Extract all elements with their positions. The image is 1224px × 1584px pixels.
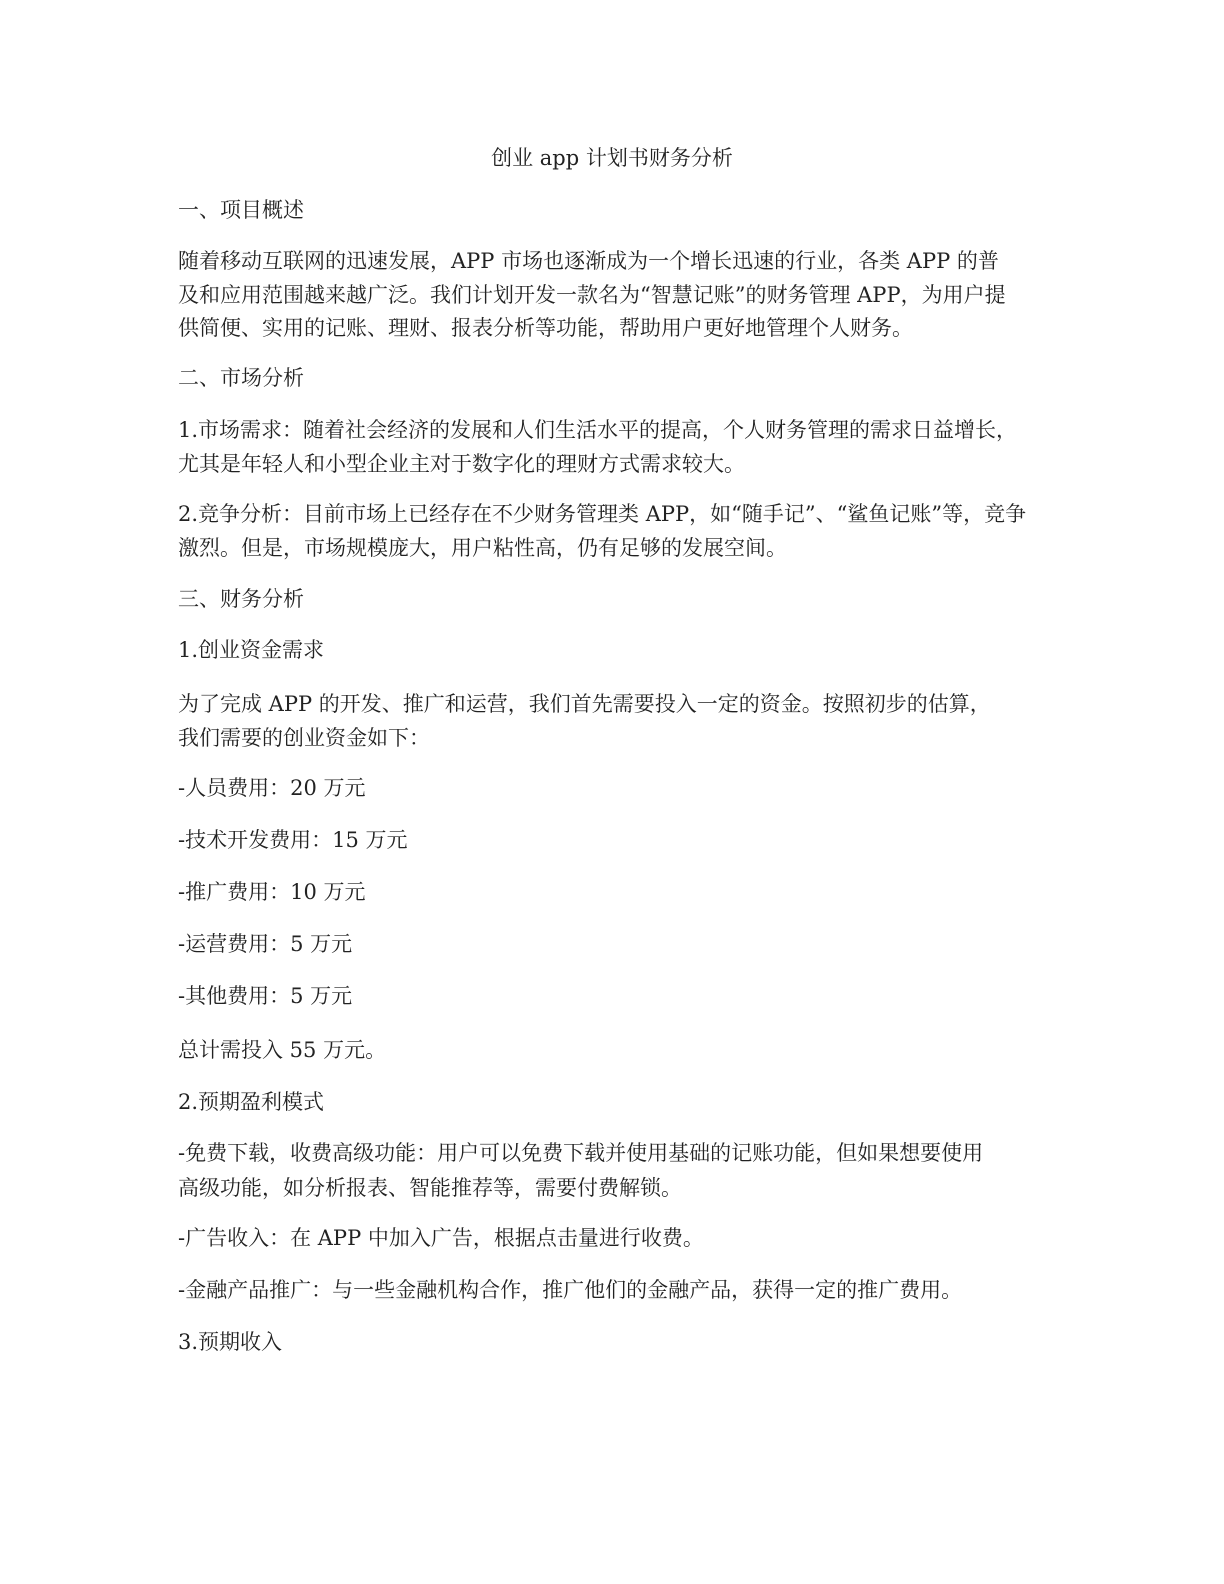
- list-item: -其他费用：5 万元: [178, 984, 353, 1008]
- list-item: -金融产品推广：与一些金融机构合作，推广他们的金融产品，获得一定的推广费用。: [178, 1278, 963, 1302]
- paragraph-line: 随着移动互联网的迅速发展，APP 市场也逐渐成为一个增长迅速的行业，各类 APP 的普: [178, 249, 999, 273]
- list-item: -人员费用：20 万元: [178, 776, 366, 800]
- list-item: -推广费用：10 万元: [178, 880, 366, 904]
- paragraph-line: 高级功能，如分析报表、智能推荐等，需要付费解锁。: [178, 1176, 682, 1200]
- paragraph-line: 供简便、实用的记账、理财、报表分析等功能，帮助用户更好地管理个人财务。: [178, 316, 913, 340]
- paragraph-line: 尤其是年轻人和小型企业主对于数字化的理财方式需求较大。: [178, 452, 745, 476]
- paragraph-line: 及和应用范围越来越广泛。我们计划开发一款名为“智慧记账”的财务管理 APP，为用户提: [178, 283, 1006, 307]
- paragraph-line: 1.市场需求：随着社会经济的发展和人们生活水平的提高，个人财务管理的需求日益增长，: [178, 418, 1018, 442]
- list-item: -免费下载，收费高级功能：用户可以免费下载并使用基础的记账功能，但如果想要使用: [178, 1141, 984, 1165]
- heading-financial-analysis: 三、财务分析: [178, 587, 304, 611]
- paragraph-line: 为了完成 APP 的开发、推广和运营，我们首先需要投入一定的资金。按照初步的估算，: [178, 692, 991, 716]
- subheading-funding-needs: 1.创业资金需求: [178, 638, 325, 662]
- list-item: -技术开发费用：15 万元: [178, 828, 408, 852]
- paragraph-line: 激烈。但是，市场规模庞大，用户粘性高，仍有足够的发展空间。: [178, 536, 787, 560]
- document-title: 创业 app 计划书财务分析: [491, 146, 733, 170]
- subheading-profit-model: 2.预期盈利模式: [178, 1090, 325, 1114]
- list-item: -运营费用：5 万元: [178, 932, 353, 956]
- heading-project-overview: 一、项目概述: [178, 198, 304, 222]
- list-item: -广告收入：在 APP 中加入广告，根据点击量进行收费。: [178, 1226, 704, 1250]
- subheading-expected-revenue: 3.预期收入: [178, 1330, 283, 1354]
- paragraph-line: 我们需要的创业资金如下：: [178, 726, 430, 750]
- paragraph-line: 总计需投入 55 万元。: [178, 1038, 387, 1062]
- heading-market-analysis: 二、市场分析: [178, 366, 304, 390]
- paragraph-line: 2.竞争分析：目前市场上已经存在不少财务管理类 APP，如“随手记”、“鲨鱼记账”等，竞争: [178, 502, 1027, 526]
